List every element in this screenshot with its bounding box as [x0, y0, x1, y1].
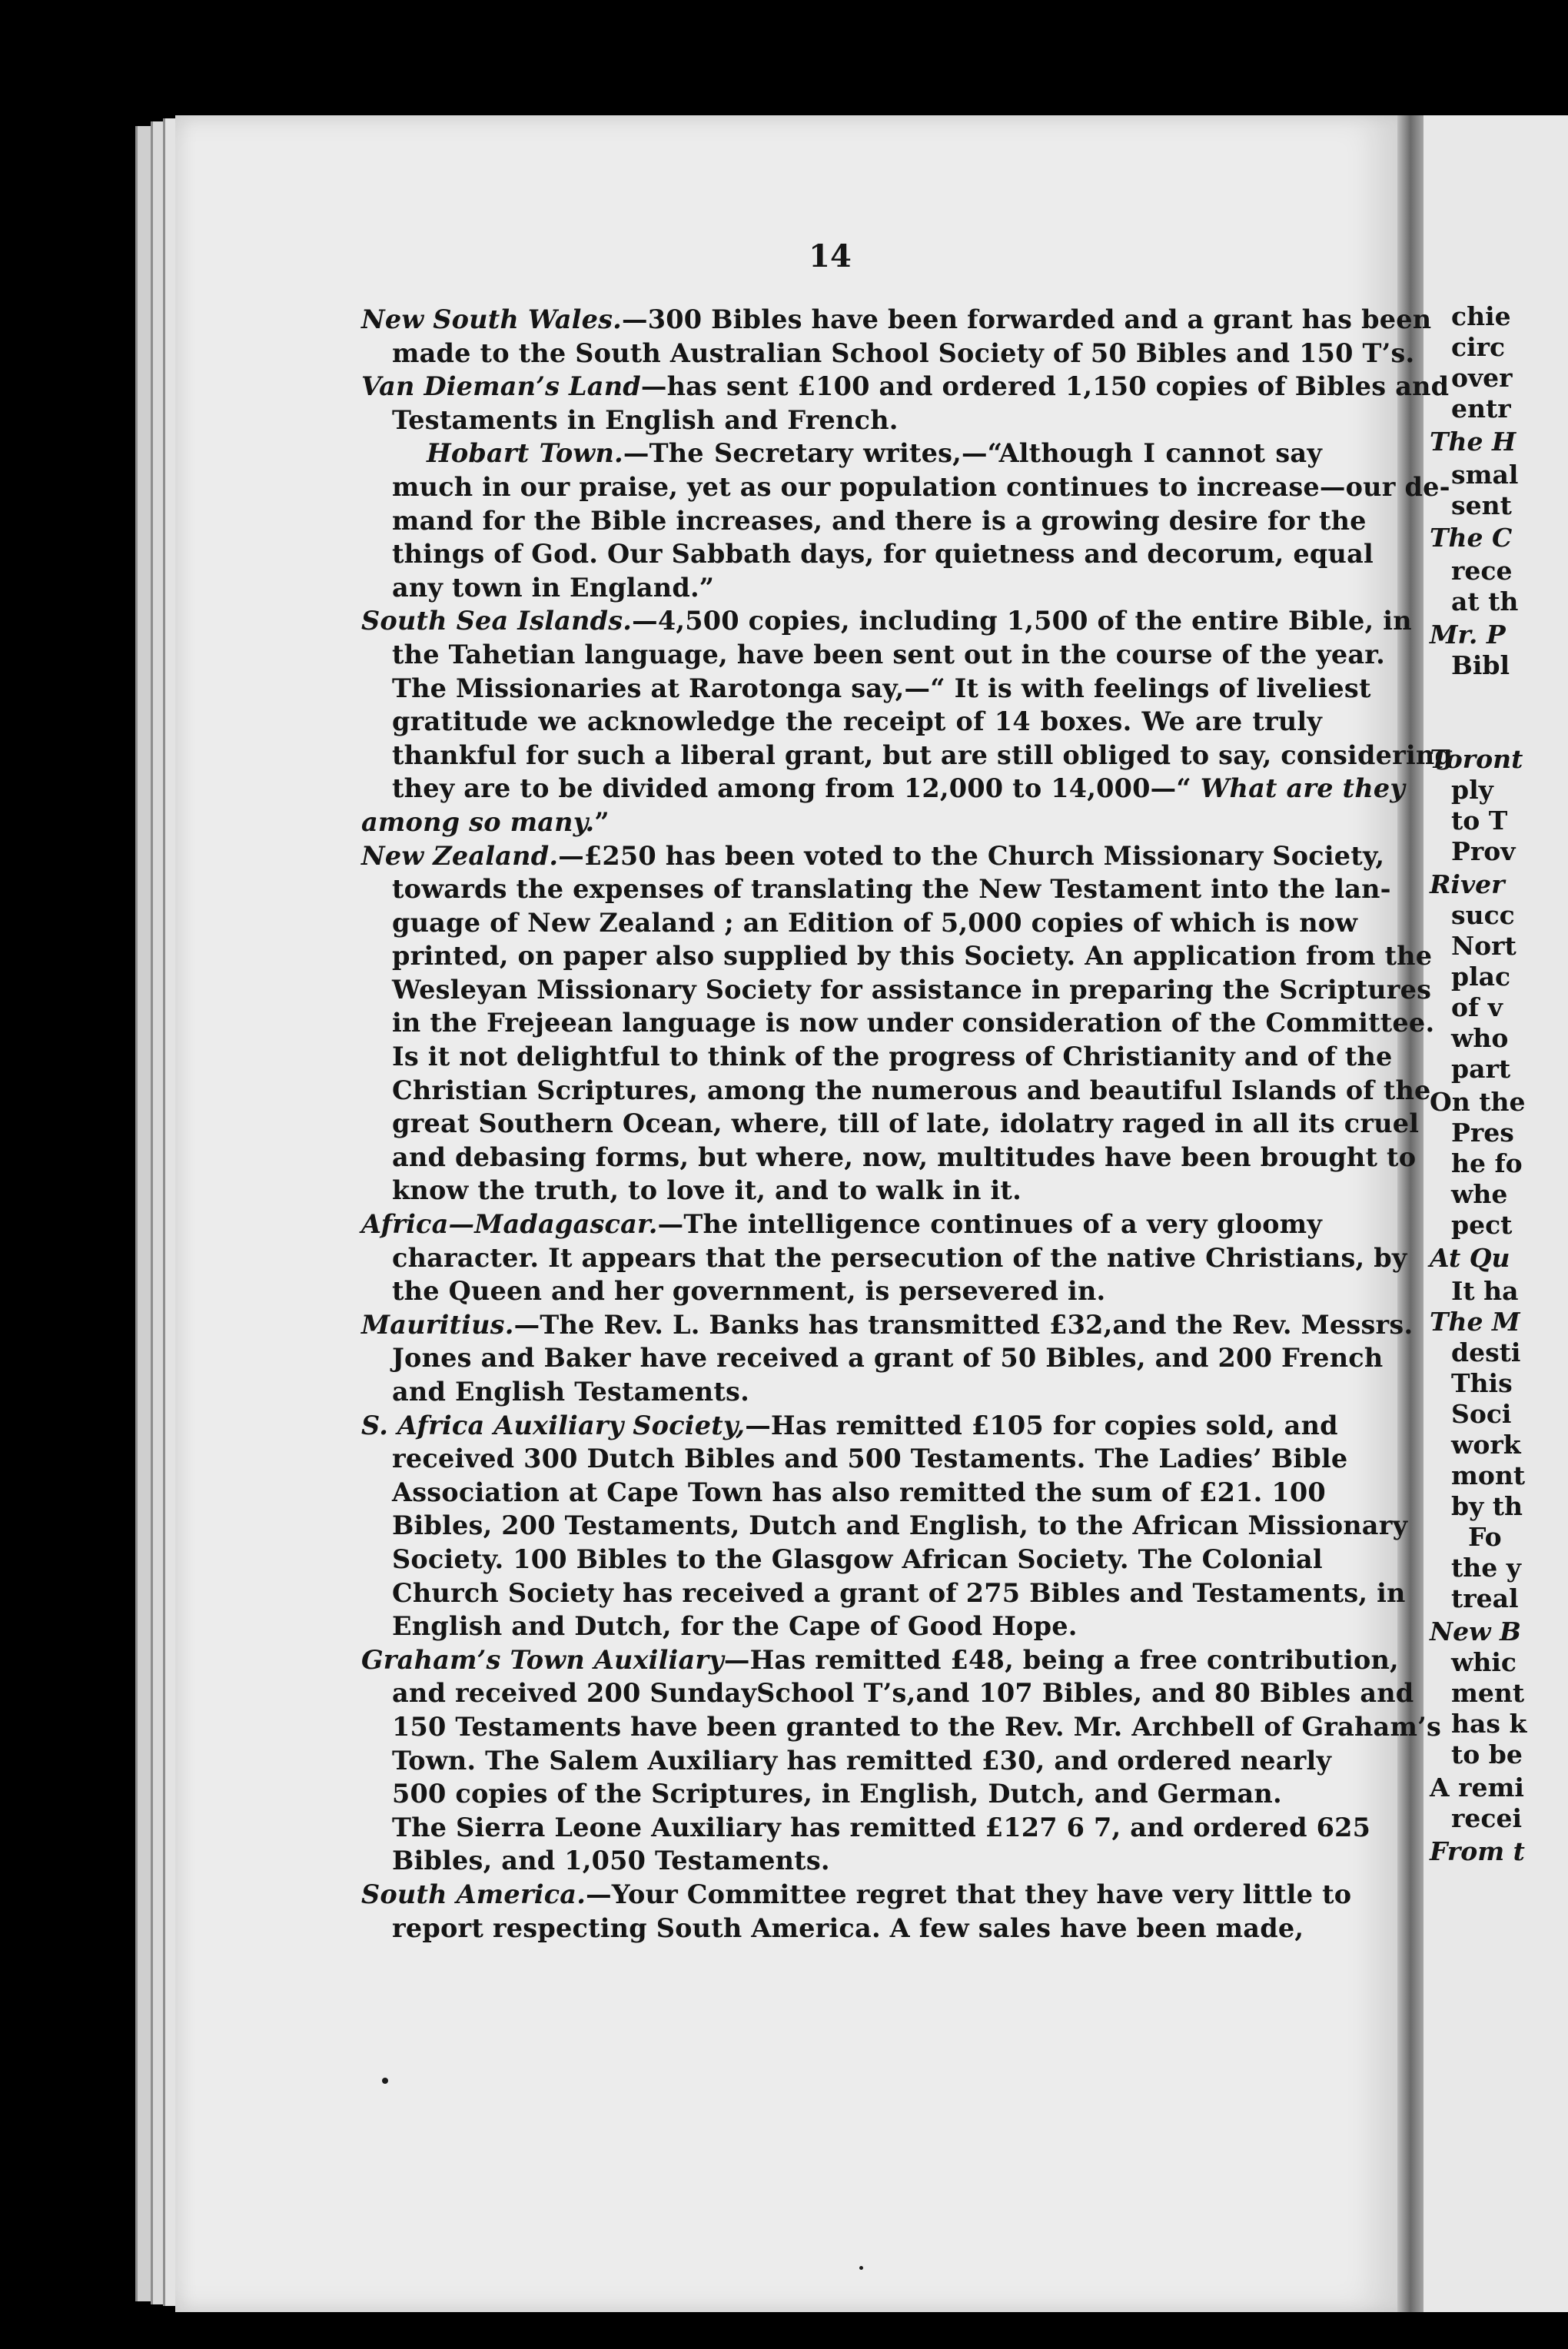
facing-page-line	[1451, 1803, 1522, 1834]
text-line	[361, 1040, 1393, 1074]
text-line	[361, 470, 1450, 504]
text-line	[361, 1710, 1442, 1744]
line-text: in the Frejeean language is now under consideration of the Committee.	[392, 1008, 1435, 1038]
text-line	[361, 404, 1322, 437]
text-line	[361, 437, 1322, 470]
line-text: the Queen and her government, is persevered in.	[392, 1276, 1106, 1307]
facing-page-text: work	[1451, 1430, 1521, 1460]
facing-page-line	[1430, 620, 1506, 650]
italic-quote: What are they	[1191, 773, 1406, 804]
facing-page-heading: Toront	[1430, 744, 1523, 774]
text-line	[361, 705, 1322, 739]
line-text: made to the South Australian School Society of 50 Bibles and 150 T’s.	[392, 337, 1415, 368]
line-text: Society. 100 Bibles to the Glasgow African Society. The Colonial	[392, 1543, 1323, 1574]
facing-page-line	[1451, 1276, 1519, 1307]
line-text: printed, on paper also supplied by this Society. An application from the	[392, 941, 1433, 972]
text-line	[361, 1208, 1322, 1241]
facing-page-heading: River	[1430, 869, 1505, 899]
text-line	[361, 1409, 1338, 1443]
facing-page-text: treal	[1451, 1583, 1519, 1613]
facing-page-text: whic	[1451, 1647, 1517, 1677]
facing-page-line	[1451, 1148, 1523, 1179]
facing-page-line	[1451, 1210, 1512, 1241]
text-line	[361, 638, 1385, 672]
facing-page-heading: New B	[1430, 1616, 1521, 1646]
text-line	[361, 1074, 1431, 1108]
line-text: thankful for such a liberal grant, but are still obliged to say, considering	[392, 739, 1453, 770]
section-heading: New Zealand.	[361, 840, 559, 871]
text-line	[361, 1442, 1348, 1476]
facing-page-line	[1451, 1399, 1511, 1430]
section-heading: Hobart Town.	[427, 438, 623, 469]
line-text: things of God. Our Sabbath days, for quietness and decorum, equal	[392, 539, 1374, 570]
line-text: towards the expenses of translating the New Testament into the lan-	[392, 874, 1391, 905]
facing-page-line	[1451, 1739, 1523, 1770]
facing-page-line	[1451, 775, 1493, 806]
facing-page-text: recei	[1451, 1803, 1523, 1833]
facing-page-heading: From t	[1430, 1836, 1525, 1866]
line-text: —The Rev. L. Banks has transmitted £32,and the Rev. Messrs.	[513, 1309, 1414, 1340]
facing-page-line	[1451, 1118, 1514, 1148]
line-text: —Has remitted £48, being a free contribution,	[723, 1644, 1399, 1675]
text-line	[361, 973, 1432, 1007]
facing-page-text: smal	[1451, 460, 1519, 490]
text-line	[361, 1543, 1322, 1577]
facing-page-line	[1451, 490, 1512, 521]
facing-page-line	[1430, 1616, 1521, 1647]
facing-page-line	[1451, 1491, 1523, 1522]
text-line	[361, 1308, 1414, 1342]
facing-page-line	[1430, 1773, 1524, 1803]
text-line	[361, 337, 1415, 370]
book-gutter	[1397, 115, 1423, 2312]
facing-page-line	[1430, 1243, 1510, 1274]
line-text: The Missionaries at Rarotonga say,—“ It is with feelings of liveliest	[392, 673, 1371, 703]
line-text: —Your Committee regret that they have very little to	[586, 1879, 1352, 1909]
line-text: and debasing forms, but where, now, multitudes have been brought to	[392, 1141, 1417, 1172]
facing-page-text: ply	[1451, 775, 1493, 805]
text-line	[361, 1341, 1384, 1375]
text-line	[361, 1811, 1371, 1845]
text-line	[361, 872, 1391, 906]
facing-page-heading: Mr. P	[1430, 620, 1506, 650]
facing-page-text: Fo	[1468, 1522, 1502, 1552]
line-text: Is it not delightful to think of the progress of Christianity and of the	[392, 1042, 1393, 1072]
line-text: English and Dutch, for the Cape of Good Hope.	[392, 1611, 1078, 1642]
line-text: much in our praise, yet as our population continues to increase—our de-	[392, 471, 1450, 502]
facing-page-text: part	[1451, 1054, 1511, 1084]
text-line	[361, 537, 1374, 571]
facing-page-line	[1430, 869, 1505, 900]
facing-page-text: ment	[1451, 1678, 1525, 1708]
facing-page-text: entr	[1451, 394, 1511, 424]
facing-page-line	[1451, 650, 1510, 681]
facing-page-line	[1430, 1087, 1525, 1118]
line-text: —The Secretary writes,—“Although I cannot say	[623, 438, 1322, 469]
line-text: the Tahetian language, have been sent out in the course of the year.	[392, 639, 1385, 669]
section-heading: Mauritius.	[361, 1309, 514, 1340]
text-line	[361, 839, 1385, 873]
facing-page-text: at th	[1451, 586, 1519, 616]
text-line	[361, 1107, 1420, 1141]
line-text: —4,500 copies, including 1,500 of the entire Bible, in	[632, 606, 1412, 636]
ink-speck	[382, 2078, 388, 2084]
facing-page-text: by th	[1451, 1491, 1523, 1521]
facing-page-text: A remi	[1430, 1773, 1524, 1802]
section-heading: among so many.	[361, 806, 595, 837]
facing-page-line	[1451, 1023, 1508, 1054]
facing-page-line	[1451, 992, 1503, 1023]
facing-page-heading: The C	[1430, 523, 1513, 553]
facing-page-text: the y	[1451, 1553, 1521, 1583]
facing-page-line	[1451, 931, 1517, 962]
facing-page-line	[1451, 1460, 1525, 1491]
facing-page-text: It ha	[1451, 1276, 1519, 1306]
text-line	[361, 1643, 1399, 1677]
line-text: ”	[594, 806, 610, 837]
facing-page-line	[1451, 1337, 1520, 1368]
facing-page-line	[1451, 460, 1518, 490]
facing-page-line	[1468, 1522, 1502, 1553]
facing-page-line	[1451, 556, 1512, 586]
line-text: Christian Scriptures, among the numerous and beautiful Islands of the	[392, 1075, 1431, 1105]
text-line	[361, 1375, 1322, 1409]
facing-page-text: chie	[1451, 301, 1511, 331]
facing-page-line	[1430, 523, 1512, 553]
text-line	[361, 1744, 1332, 1778]
section-heading: Graham’s Town Auxiliary	[361, 1644, 724, 1675]
ink-speck	[859, 2266, 863, 2270]
facing-page-line	[1430, 1836, 1525, 1867]
text-line	[361, 1476, 1326, 1510]
facing-page-line	[1451, 1368, 1513, 1399]
section-heading: S. Africa Auxiliary Society,	[361, 1410, 746, 1440]
line-text: Town. The Salem Auxiliary has remitted £30, and ordered nearly	[392, 1745, 1332, 1776]
page-number: 14	[809, 238, 852, 274]
facing-page-line	[1451, 1678, 1524, 1709]
body-text	[361, 303, 1453, 1945]
facing-page-line	[1430, 427, 1516, 457]
facing-page-text: to T	[1451, 806, 1508, 836]
text-line	[361, 1912, 1322, 1945]
facing-page-text: succ	[1451, 900, 1515, 930]
line-text: —£250 has been voted to the Church Missionary Society,	[558, 840, 1385, 871]
facing-page-text: Soci	[1451, 1399, 1512, 1429]
facing-page-line	[1451, 1709, 1526, 1739]
facing-page-text: rece	[1451, 556, 1513, 586]
line-text: received 300 Dutch Bibles and 500 Testaments. The Ladies’ Bible	[392, 1444, 1348, 1474]
facing-page-text: desti	[1451, 1337, 1521, 1367]
line-text: —has sent £100 and ordered 1,150 copies of Bibles and	[640, 371, 1450, 402]
facing-page-text: he fo	[1451, 1148, 1523, 1178]
line-text: —Has remitted £105 for copies sold, and	[745, 1410, 1338, 1440]
facing-page-line	[1451, 962, 1510, 992]
line-text: 150 Testaments have been granted to the Rev. Mr. Archbell of Graham’s	[392, 1711, 1442, 1742]
section-heading: Africa—Madagascar.	[361, 1209, 658, 1240]
facing-page-line	[1430, 1307, 1520, 1337]
line-text: Bibles, and 1,050 Testaments.	[392, 1846, 830, 1876]
facing-page-line	[1451, 301, 1511, 332]
text-line	[361, 772, 1406, 806]
text-line	[361, 939, 1433, 973]
facing-page-line	[1451, 1054, 1510, 1085]
facing-page-text: Bibl	[1451, 650, 1510, 680]
text-line	[361, 303, 1432, 337]
facing-page-line	[1451, 1179, 1507, 1210]
line-text: 500 copies of the Scriptures, in English, Dutch, and German.	[392, 1779, 1282, 1809]
facing-page-text: whe	[1451, 1179, 1508, 1209]
line-text: they are to be divided among from 12,000 to 14,000—“	[392, 773, 1191, 804]
line-text: Association at Cape Town has also remitted the sum of £21. 100	[392, 1477, 1326, 1507]
facing-page-line	[1451, 1553, 1521, 1583]
text-line	[361, 1844, 1322, 1878]
facing-page-text: plac	[1451, 962, 1511, 992]
facing-page-line	[1451, 363, 1513, 394]
text-line	[361, 1509, 1408, 1543]
line-text: Jones and Baker have received a grant of 50 Bibles, and 200 French	[392, 1343, 1384, 1374]
line-text: guage of New Zealand ; an Edition of 5,000 copies of which is now	[392, 907, 1358, 938]
facing-page-text: to be	[1451, 1739, 1523, 1769]
facing-page-text: circ	[1451, 332, 1506, 362]
facing-page-line	[1451, 586, 1518, 617]
text-line	[361, 806, 1322, 839]
facing-page-text: Nort	[1451, 931, 1517, 961]
facing-page-text: who	[1451, 1023, 1509, 1053]
line-text: gratitude we acknowledge the receipt of 14 boxes. We are truly	[392, 706, 1322, 737]
facing-page-text: Prov	[1451, 836, 1516, 866]
line-text: —300 Bibles have been forwarded and a grant has been	[622, 304, 1432, 334]
facing-page-heading: The M	[1430, 1307, 1520, 1337]
text-line	[361, 1241, 1407, 1275]
facing-page-text: On the	[1430, 1087, 1526, 1117]
line-text: great Southern Ocean, where, till of late, idolatry raged in all its cruel	[392, 1108, 1420, 1139]
facing-page-text: has k	[1451, 1709, 1527, 1739]
facing-page-line	[1451, 1647, 1517, 1678]
text-line	[361, 1006, 1435, 1040]
line-text: and received 200 SundaySchool T’s,and 107 Bibles, and 80 Bibles and	[392, 1678, 1414, 1709]
text-line	[361, 672, 1371, 706]
text-line	[361, 906, 1358, 940]
facing-page-text: This	[1451, 1368, 1513, 1398]
line-text: Wesleyan Missionary Society for assistance in preparing the Scriptures	[392, 974, 1432, 1005]
text-line	[361, 1676, 1414, 1710]
text-line	[361, 1141, 1417, 1174]
facing-page-text: of v	[1451, 992, 1503, 1022]
line-text: and English Testaments.	[392, 1377, 749, 1407]
facing-page-text: mont	[1451, 1460, 1526, 1490]
facing-page-text: over	[1451, 363, 1513, 393]
facing-page-line	[1451, 1430, 1521, 1460]
facing-page-text: Pres	[1451, 1118, 1514, 1148]
line-text: Bibles, 200 Testaments, Dutch and English, to the African Missionary	[392, 1510, 1408, 1541]
facing-page-line	[1451, 1583, 1519, 1614]
text-line	[361, 571, 1322, 605]
text-line	[361, 1610, 1322, 1643]
text-line	[361, 1174, 1322, 1208]
line-text: —The intelligence continues of a very gloomy	[657, 1209, 1322, 1240]
facing-page-heading: The H	[1430, 427, 1517, 457]
line-text: character. It appears that the persecution of the native Christians, by	[392, 1242, 1407, 1273]
line-text: know the truth, to love it, and to walk in it.	[392, 1175, 1022, 1206]
text-line	[361, 604, 1412, 638]
facing-page-line	[1451, 332, 1505, 363]
text-line	[361, 370, 1450, 404]
facing-page-line	[1451, 394, 1511, 424]
line-text: Testaments in English and French.	[392, 404, 899, 435]
line-text: Church Society has received a grant of 275 Bibles and Testaments, in	[392, 1577, 1406, 1608]
text-line	[361, 1878, 1352, 1912]
line-text: The Sierra Leone Auxiliary has remitted £127 6 7, and ordered 625	[392, 1812, 1371, 1842]
facing-page-heading: At Qu	[1430, 1243, 1510, 1273]
text-line	[361, 739, 1453, 772]
section-heading: South Sea Islands.	[361, 606, 633, 636]
text-line	[361, 1777, 1322, 1811]
facing-page-text: pect	[1451, 1210, 1513, 1240]
facing-page	[1423, 115, 1568, 2312]
text-line	[361, 504, 1367, 538]
section-heading: New South Wales.	[361, 304, 623, 334]
facing-page-line	[1451, 806, 1507, 836]
text-line	[361, 1274, 1322, 1308]
section-heading: South America.	[361, 1879, 586, 1909]
line-text: mand for the Bible increases, and there is a growing desire for the	[392, 505, 1367, 536]
section-heading: Van Dieman’s Land	[361, 371, 641, 402]
facing-page-line	[1451, 900, 1515, 931]
facing-page-line	[1451, 836, 1515, 867]
text-line	[361, 1577, 1406, 1610]
facing-page-text: sent	[1451, 490, 1512, 520]
line-text: report respecting South America. A few sales have been made,	[392, 1912, 1304, 1943]
line-text: any town in England.”	[392, 572, 715, 603]
